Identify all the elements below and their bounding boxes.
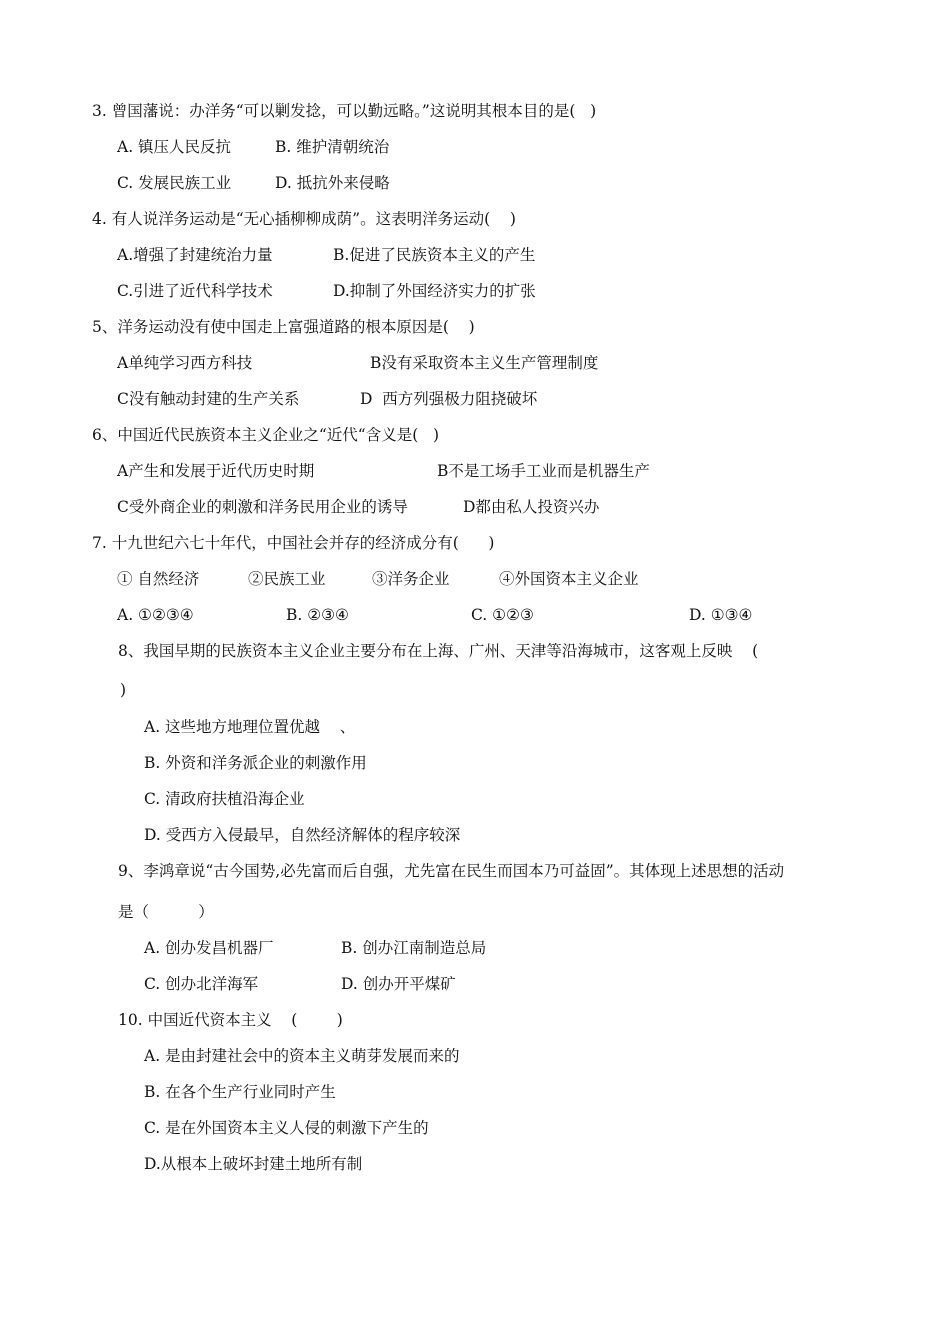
question-4-option-c: C.引进了近代科学技术 [117, 282, 273, 300]
question-7-option-d: D. ①③④ [689, 606, 753, 624]
question-6-option-c: C受外商企业的刺激和洋务民用企业的诱导 [117, 498, 408, 516]
question-6-option-b: B不是工场手工业而是机器生产 [437, 462, 650, 480]
question-7-item-1: ① 自然经济 [117, 570, 200, 588]
question-8-option-b: B. 外资和洋务派企业的刺激作用 [144, 754, 367, 772]
question-10-option-a: A. 是由封建社会中的资本主义萌芽发展而来的 [144, 1047, 460, 1065]
question-4-option-d: D.抑制了外国经济实力的扩张 [333, 282, 536, 300]
question-7-item-2: ②民族工业 [248, 570, 326, 588]
question-7-stem: 7. 十九世纪六七十年代，中国社会并存的经济成分有( ) [92, 534, 495, 552]
question-5-option-d: D 西方列强极力阻挠破坏 [360, 390, 538, 408]
question-3-option-c: C. 发展民族工业 [117, 174, 232, 192]
question-8-option-a: A. 这些地方地理位置优越 、 [144, 718, 356, 736]
question-7-item-4: ④外国资本主义企业 [499, 570, 639, 588]
question-8-option-c: C. 清政府扶植沿海企业 [144, 790, 305, 808]
question-4-option-a: A.增强了封建统治力量 [117, 246, 273, 264]
question-10-option-c: C. 是在外国资本主义人侵的刺激下产生的 [144, 1119, 429, 1137]
question-10-option-d: D.从根本上破坏封建土地所有制 [144, 1155, 363, 1173]
question-6-stem: 6、中国近代民族资本主义企业之“近代“含义是( ) [92, 426, 440, 444]
question-10-option-b: B. 在各个生产行业同时产生 [144, 1083, 336, 1101]
question-7-option-b: B. ②③④ [286, 606, 349, 624]
question-9-stem-continued: 是（ ） [118, 903, 214, 921]
question-3-option-d: D. 抵抗外来侵略 [275, 174, 390, 192]
question-5-option-c: C没有触动封建的生产关系 [117, 390, 300, 408]
question-9-option-c: C. 创办北洋海军 [144, 975, 259, 993]
question-3-option-a: A. 镇压人民反抗 [117, 138, 232, 156]
question-8-stem-continued: ) [120, 681, 127, 699]
question-4-stem: 4. 有人说洋务运动是“无心插柳柳成荫”。这表明洋务运动( ) [92, 210, 516, 228]
question-5-stem: 5、洋务运动没有使中国走上富强道路的根本原因是( ) [92, 318, 475, 336]
question-8-option-d: D. 受西方入侵最早，自然经济解体的程序较深 [144, 826, 461, 844]
question-3-option-b: B. 维护清朝统治 [275, 138, 390, 156]
question-4-option-b: B.促进了民族资本主义的产生 [333, 246, 536, 264]
question-5-option-a: A单纯学习西方科技 [117, 354, 253, 372]
question-9-stem: 9、李鸿章说“古今国势,必先富而后自强，尤先富在民生而国本乃可益固”。其体现上述思想的活动 [118, 862, 785, 880]
question-9-option-b: B. 创办江南制造总局 [341, 939, 487, 957]
question-6-option-d: D都由私人投资兴办 [463, 498, 600, 516]
question-5-option-b: B没有采取资本主义生产管理制度 [370, 354, 599, 372]
question-8-stem: 8、我国早期的民族资本主义企业主要分布在上海、广州、天津等沿海城市，这客观上反映 ( [118, 642, 759, 660]
question-7-option-a: A. ①②③④ [117, 606, 194, 624]
question-10-stem: 10. 中国近代资本主义 ( ) [118, 1011, 343, 1029]
question-7-option-c: C. ①②③ [471, 606, 534, 624]
question-3-stem: 3. 曾国藩说：办洋务“可以剿发捻，可以勤远略。”这说明其根本目的是( ) [92, 102, 597, 120]
question-6-option-a: A产生和发展于近代历史时期 [117, 462, 315, 480]
question-9-option-d: D. 创办开平煤矿 [341, 975, 456, 993]
question-7-item-3: ③洋务企业 [372, 570, 450, 588]
question-9-option-a: A. 创办发昌机器厂 [144, 939, 274, 957]
